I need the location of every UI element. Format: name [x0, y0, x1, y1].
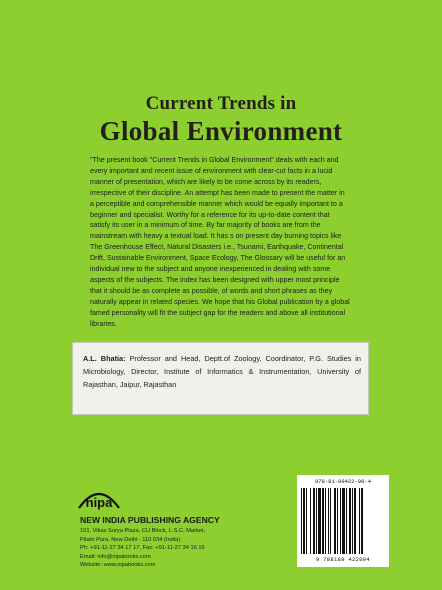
barcode-bar — [349, 488, 351, 554]
isbn-number: 978-81-89422-00-4 — [314, 478, 372, 485]
author-box — [72, 342, 369, 415]
barcode-bar — [310, 488, 311, 554]
barcode-bar — [313, 488, 315, 554]
barcode-bar — [328, 488, 329, 554]
barcode-bar — [342, 488, 345, 554]
barcode-bar — [361, 488, 363, 554]
barcode-bar — [316, 488, 317, 554]
publisher-address-line-2: Pitam Pura, New Delhi - 110 034 (India) — [80, 536, 181, 543]
book-description: "The present book "Current Trends in Global Environment" deals with each and every important and recent issue of environment with clear-cut facts in a lucid manner of presentation, which are likely to be come across by its readers, irrespective of their discipline. An attempt has been made to present the matter in a perceptible and comprehensible manner which would be equally important to a beginner and specialist. Worthy for a reference for its up-to-date content that satisfy its user in a minimum of time. By far majority of books are from the mainstream with heavy a textual load. It has s on present day burning topics like The Greenhouse Effect, Natural Disasters i.e., Tsunami, Earthquake, Continental Drift, Sustainable Environment, Space Ecology, The Glossary will be useful for an individual new to the subject and anyone inexperienced in dealing with some aspects of the subjects. The index has been designed with upper most principle that it should be as complete as possible, of words and short phrases as they naturally appear in related species. We hope that his Global publication by a global famed personality will fit the subject gap for the readers and above all institutional libraries. — [90, 156, 350, 328]
barcode-bar — [340, 488, 341, 554]
nipa-logo — [73, 486, 125, 512]
publisher-contact — [80, 527, 280, 570]
author-name: A.L. Bhatia: — [83, 354, 126, 363]
barcode-digits: 9 788189 422004 — [315, 556, 370, 563]
svg-text:nipa: nipa — [85, 495, 113, 510]
author-details: Professor and Head, Deptt.of Zoology, Coordinator, P.G. Studies in Microbiology, Director, Institute of Informatics & Instrumentation, University of Rajasthan, Jaipur, Rajasthan — [83, 354, 361, 389]
barcode-bar — [337, 488, 338, 554]
barcode-bar — [325, 488, 326, 554]
publisher-website: Website: www.nipabooks.com — [80, 562, 156, 569]
barcode-bar — [306, 488, 307, 554]
barcode-bars — [301, 488, 385, 554]
barcode-bar — [352, 488, 353, 554]
barcode-bar — [334, 488, 336, 554]
barcode-bar — [359, 488, 360, 554]
barcode-bar — [303, 488, 305, 554]
barcode-bar — [354, 488, 356, 554]
publisher-email: Email: info@nipabooks.com — [80, 553, 151, 560]
barcode-bar — [301, 488, 302, 554]
isbn-barcode — [297, 475, 389, 567]
barcode-bar — [330, 488, 331, 554]
publisher-name: NEW INDIA PUBLISHING AGENCY — [80, 515, 220, 525]
barcode-bar — [318, 488, 321, 554]
title-line-2: Global Environment — [99, 116, 343, 146]
author-bio — [83, 352, 361, 391]
barcode-bar — [322, 488, 324, 554]
publisher-phone: Ph: +91-11-27 34 17 17, Fax: +91-11-27 34 16 16 — [80, 545, 205, 552]
title-line-1: Current Trends in — [145, 93, 297, 114]
publisher-address-line-1: 101, Vikas Surya Plaza, CU Block, L.S.C. Market, — [80, 528, 206, 534]
barcode-bar — [346, 488, 347, 554]
